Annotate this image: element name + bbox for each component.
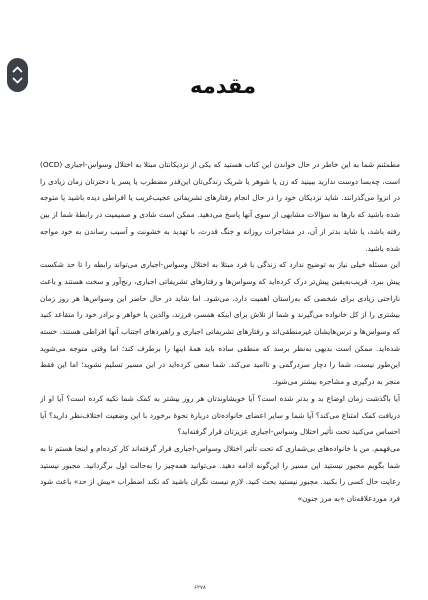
chapter-body: [40, 157, 400, 579]
page-number: ۶۲۷۸: [194, 585, 206, 591]
chevron-up-icon[interactable]: [12, 65, 23, 74]
paragraph: آیا باگذشت زمان اوضاع بد و بدتر شده است؟ آیا خویشاوندتان هر روز بیشتر به کمک شما تکیه کرده است؟ آیا او از دریافت کمک امتناع می‌کند؟ آیا شما و سایر اعضای خانواده‌تان دربارهٔ نحوهٔ برخورد با این وضعیت اختلاف‌نظر دارید؟ آیا احساس می‌کنید تحت تأثیر اختلال وسواس-اجباری عزیزتان قرار گرفته‌اید؟: [40, 393, 400, 437]
paragraph: این مسئله خیلی نیاز به توضیح ندارد که زندگی با فرد مبتلا به اختلال وسواس-اجباری می‌تواند رابطه را تا حد شکست پیش ببرد. قریب‌به‌یقین پیش‌تر درک کرده‌اید که وسواس‌ها و رفتارهای تشریفاتی اجباری، رنج‌آور و سخت هستند و باعث ناراحتی زیادی برای شخصی که به‌راستان اهمیت دارد، می‌شود. اما شاید در حال حاضر این وسواس‌ها هر روز زمان بیشتری را از کل خانواده می‌گیرند و شما از تلاش برای اینکه همسر، فرزند، والدین یا خواهر و برادر خود را متقاعد کنید که وسواس‌ها و ترس‌هایشان غیرمنطقی‌اند و رفتارهای تشریفاتی اجباری و راهبردهای اجتناب آنها افراطی هستند، خسته شده‌اید. ممکن است بدیهی به‌نظر برسد که منطقی ساده باید همهٔ اینها را برطرف کند؛ اما وقتی متوجه می‌شوید این‌طور نیست، شما را دچار سردرگمی و ناامید می‌کند. شما سعی کرده‌اید در این مسیر تسلیم نشوید؛ اما این فقط منجر به درگیری و مشاجره بیشتر می‌شود.: [40, 260, 400, 387]
chapter-heading: مقدمه: [190, 74, 256, 98]
page-scroll-control[interactable]: [7, 58, 28, 92]
paragraph: می‌فهمم. من با خانواده‌های بی‌شماری که تحت تأثیر اختلال وسواس-اجباری قرار گرفته‌اند کار کرده‌ام و اینجا هستم تا به شما بگویم مجبور نیستید این مسیر را این‌گونه ادامه دهید. می‌توانید همه‌چیز را به‌حالت اول برگردانید. مجبور نیستید رعایت حال کسی را بکنید. مجبور نیستید بحث کنید. لازم نیست نگران باشید که نکند اضطراب «بیش از حد» باعث شود فرد موردعلاقه‌تان «به مرز جنون»: [40, 443, 400, 504]
paragraph: مطمئنم شما به این خاطر در حال خواندن این کتاب هستید که یکی از نزدیکانتان مبتلا به اختلال وسواس-اجباری (OCD) است، چه‌بسا دوست ندارید ببینید که زن یا شوهر یا شریک زندگی‌تان این‌قدر مضطرب یا پسر یا دخترتان زمان زیادی را در انزوا می‌گذرانند. شاید نزدیکان خود را در حال انجام رفتارهای تشریفاتی عجیب‌غریب یا افراطی دیده باشید یا متوجه شده باشید که بارها به سؤالات مشابهی از سوی آنها پاسخ می‌دهید. ممکن است شادی و صمیمیت در رابطهٔ شما از بین رفته باشد، یا شاید بدتر از آن، در مشاجرات روزانه و جنگ قدرت، با تهدید به خشونت و آسیب رساندن به خود مواجه شده باشید.: [40, 160, 400, 253]
chevron-down-icon[interactable]: [12, 76, 23, 85]
